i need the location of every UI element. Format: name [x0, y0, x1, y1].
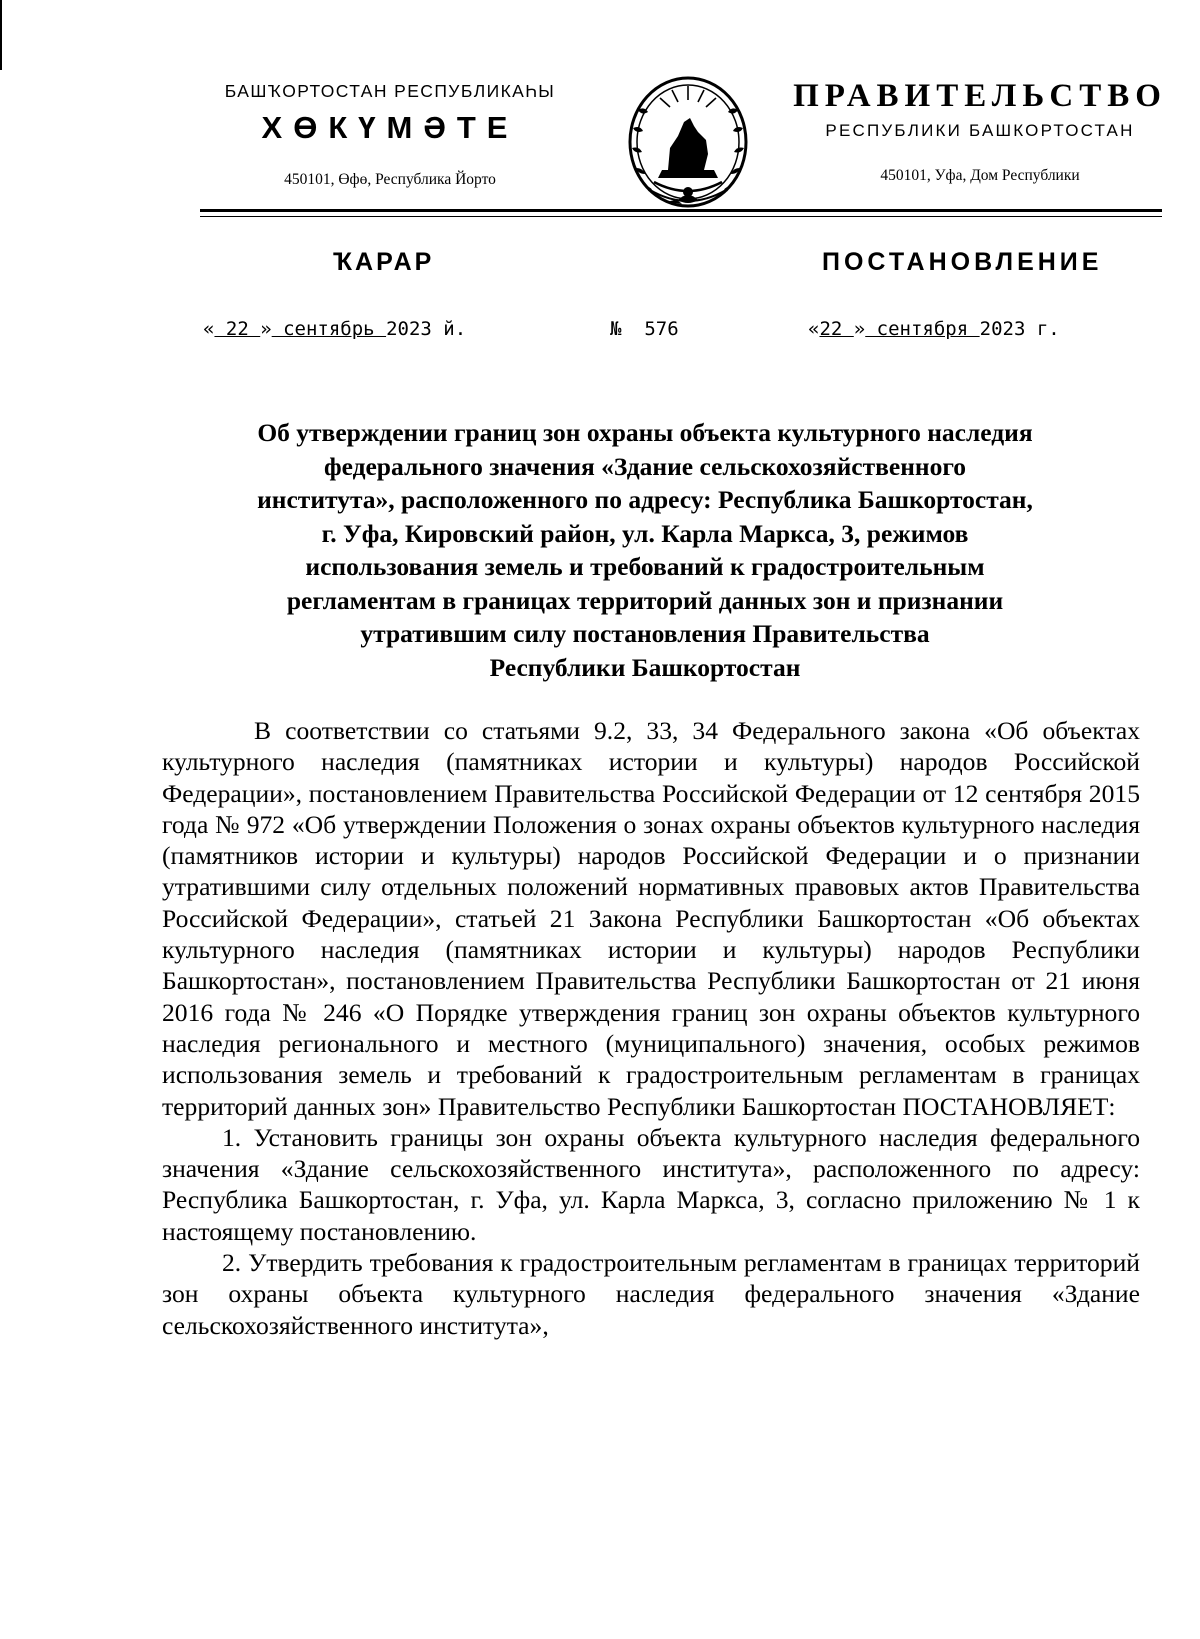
number-sign: №	[610, 318, 622, 340]
decree-number	[610, 318, 679, 340]
title-line: использования земель и требований к градостроительным	[305, 552, 985, 581]
date-right-open-quote: «	[808, 318, 820, 340]
date-russian	[808, 318, 1060, 340]
preamble-paragraph: В соответствии со статьями 9.2, 33, 34 Федерального закона «Об объектах культурного наследия (памятниках истории и культуры) народов Российской Федерации», постановлением Правительства Российской Федерации от 12 сентября 2015 года № 972 «Об утверждении Положения о зонах охраны объектов культурного наследия (памятников истории и культуры) народов Российской Федерации и о признании утратившими силу отдельных положений нормативных правовых актов Правительства Российской Федерации», статьей 21 Закона Республики Башкортостан «Об объектах культурного наследия (памятниках истории и культуры) народов Республики Башкортостан», постановлением Правительства Республики Башкортостан от 21 июня 2016 года № 246 «О Порядке утверждения границ зон охраны объектов культурного наследия регионального и местного (муниципального) значения, особых режимов использования земель и требований к градостроительным регламентам в границах территорий данных зон» Правительство Республики Башкортостан ПОСТАНОВЛЯЕТ:	[162, 716, 1140, 1121]
date-left-open-quote: «	[203, 318, 215, 340]
date-left-day: 22	[214, 318, 261, 340]
date-left-close-quote: »	[260, 318, 272, 340]
header-right-republic: РЕСПУБЛИКИ БАШКОРТОСТАН	[825, 121, 1135, 140]
header-left-government: ХӨКҮМӘТЕ	[261, 110, 519, 145]
decree-label-russian: ПОСТАНОВЛЕНИЕ	[822, 248, 1103, 276]
document-body	[162, 715, 1140, 1341]
header-left-block	[200, 80, 580, 190]
title-line: утратившим силу постановления Правительства	[360, 619, 930, 648]
date-left-month: сентябрь	[271, 318, 387, 340]
date-right-year: 2023 г.	[979, 318, 1060, 340]
header-right-block	[790, 76, 1170, 186]
date-right-month: сентября	[865, 318, 980, 340]
title-line: Об утверждении границ зон охраны объекта культурного наследия	[257, 418, 1033, 447]
coat-of-arms-emblem-icon	[624, 70, 752, 218]
title-line: регламентам в границах территорий данных зон и признании	[286, 585, 1004, 615]
header-divider-thick	[200, 209, 1162, 212]
decree-label-bashkir: ҠАРАР	[333, 248, 435, 276]
date-bashkir	[203, 318, 466, 340]
title-line: г. Уфа, Кировский район, ул. Карла Маркса, 3, режимов	[321, 518, 969, 548]
title-line: института», расположенного по адресу: Республика Башкортостан,	[257, 485, 1033, 514]
date-left-year: 2023 й.	[386, 318, 467, 340]
title-line: Республики Башкортостан	[489, 652, 801, 682]
document-title	[150, 416, 1140, 684]
title-line: федерального значения «Здание сельскохозяйственного	[323, 451, 967, 481]
number-value: 576	[644, 318, 679, 340]
header-left-republic: БАШҠОРТОСТАН РЕСПУБЛИКАҺЫ	[224, 81, 556, 101]
item-1-paragraph: 1. Установить границы зон охраны объекта культурного наследия федерального значения «Здание сельскохозяйственного института», расположенного по адресу: Республика Башкортостан, г. Уфа, ул. Карла Маркса, 3, согласно приложению № 1 к настоящему постановлению.	[162, 1122, 1140, 1246]
scan-edge-mark	[0, 0, 2, 70]
item-2-paragraph: 2. Утвердить требования к градостроительным регламентам в границах территорий зон охраны объекта культурного наследия федерального значения «Здание сельскохозяйственного института»,	[162, 1248, 1140, 1340]
date-right-close-quote: »	[853, 318, 866, 340]
header-divider-thin	[200, 216, 1162, 217]
header-right-address: 450101, Уфа, Дом Республики	[880, 167, 1080, 184]
header-left-address: 450101, Өфө, Республика Йорто	[284, 171, 496, 188]
header-right-government: ПРАВИТЕЛЬСТВО	[793, 78, 1167, 114]
date-right-day: 22	[819, 318, 854, 340]
